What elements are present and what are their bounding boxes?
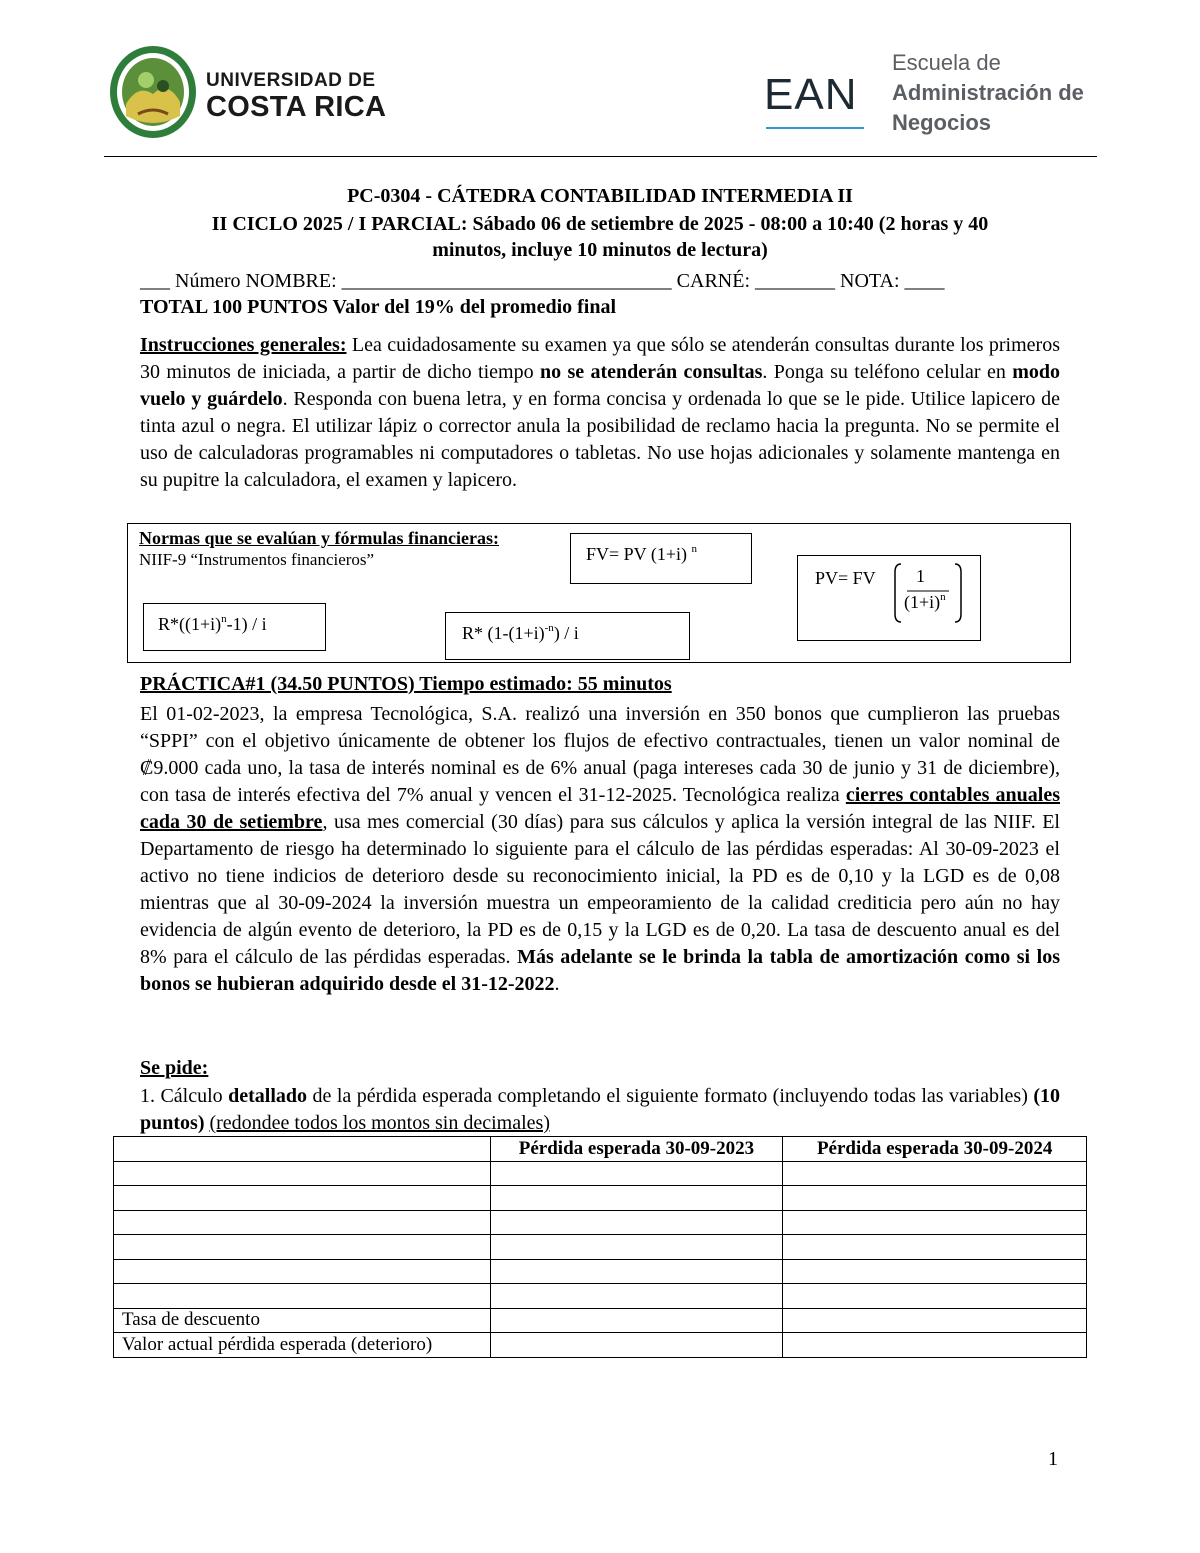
table-row <box>114 1210 1087 1235</box>
ean-school-name <box>892 48 1084 138</box>
table-cell[interactable] <box>783 1333 1087 1358</box>
table-cell[interactable] <box>490 1235 783 1260</box>
practice-text-3: . <box>554 973 560 995</box>
practice-text-2: , usa mes comercial (30 días) para sus cálculos y aplica la versión integral de las NIIF. El Departamento de riesgo ha determinado lo siguiente para el cálculo de las pérdidas esperadas: Al 30-09-2023 el activo no tiene indicios de deterioro desde su reconocimiento inicial, la PD es de 0,10 y la LGD es de 0,08 mientras que al 30-09-2024 la inversión muestra un empeoramiento de la calidad crediticia pero aún no hay evidencia de algún evento de deterioro, la PD es de 0,15 y la LGD es de 0,20. La tasa de descuento anual es del 8% para el cálculo de las pérdidas esperadas. <box>140 811 1060 968</box>
ucr-wordmark <box>206 70 386 122</box>
table-cell[interactable] <box>114 1284 491 1309</box>
pv-fraction-numerator: 1 <box>916 566 925 586</box>
table-header-row <box>114 1137 1087 1162</box>
table-cell[interactable] <box>490 1186 783 1211</box>
niif-standard: NIIF-9 “Instrumentos financieros” <box>139 550 375 569</box>
table-cell[interactable] <box>783 1235 1087 1260</box>
annuity-fv-exponent: n <box>221 613 227 625</box>
pv-denominator-base: (1+i) <box>904 592 941 612</box>
table-row <box>114 1284 1087 1309</box>
course-title: PC-0304 - CÁTEDRA CONTABILIDAD INTERMEDIA II <box>347 185 853 207</box>
table-row <box>114 1186 1087 1211</box>
formulas-box-title: Normas que se evalúan y fórmulas financieras: <box>139 528 499 548</box>
ucr-wordmark-line2: COSTA RICA <box>206 91 387 123</box>
table-cell[interactable] <box>783 1186 1087 1211</box>
ean-school-line1: Escuela de <box>892 50 1001 75</box>
exam-schedule-line2: minutos, incluye 10 minutos de lectura) <box>432 239 768 261</box>
table-cell[interactable] <box>783 1284 1087 1309</box>
question-1-rounding-note: (redondee todos los montos sin decimales) <box>209 1112 550 1134</box>
annuity-fv-part2: -1) / i <box>226 614 267 634</box>
ucr-wordmark-line1: UNIVERSIDAD DE <box>206 70 376 91</box>
question-1-b: detallado <box>228 1085 308 1107</box>
practice-bold-2: Más adelante se le brinda la tabla de amortización como si los bonos se hubieran adquirido desde el 31-12-2022 <box>140 946 1060 995</box>
fv-formula-exponent: n <box>691 543 697 555</box>
question-1-c: de la pérdida esperada completando el siguiente formato (incluyendo todas las variables) <box>307 1085 1034 1107</box>
table-cell[interactable] <box>114 1161 491 1186</box>
table-cell[interactable] <box>783 1259 1087 1284</box>
question-1 <box>140 1083 1060 1137</box>
table-cell[interactable] <box>783 1308 1087 1333</box>
practice-title: PRÁCTICA#1 (34.50 PUNTOS) Tiempo estimado: 55 minutos <box>140 673 672 695</box>
question-1-points: (10 puntos) <box>140 1085 1060 1134</box>
ean-logo: EAN <box>764 70 858 119</box>
table-row <box>114 1259 1087 1284</box>
table-row <box>114 1235 1087 1260</box>
ean-logo-underline <box>766 127 864 129</box>
practice-text-1: El 01-02-2023, la empresa Tecnológica, S.A. realizó una inversión en 350 bonos que cumplieron las pruebas “SPPI” con el objetivo únicamente de obtener los flujos de efectivo contractuales, tienen un valor nominal de ₡9.000 cada uno, la tasa de interés nominal es de 6% anual (paga intereses cada 30 de junio y 31 de diciembre), con tasa de interés efectiva del 7% anual y vencen el 31-12-2025. Tecnológica realiza <box>140 703 1060 806</box>
table-cell[interactable] <box>114 1259 491 1284</box>
annuity-pv-exponent: -n <box>544 622 554 634</box>
pv-fraction-denominator <box>904 592 946 613</box>
table-cell[interactable] <box>490 1308 783 1333</box>
annuity-fv-formula <box>158 614 267 635</box>
table-header-cell: Pérdida esperada 30-09-2023 <box>490 1137 783 1162</box>
table-cell[interactable] <box>490 1259 783 1284</box>
table-cell[interactable] <box>490 1333 783 1358</box>
table-cell[interactable] <box>783 1210 1087 1235</box>
expected-loss-table <box>113 1136 1087 1358</box>
practice-statement <box>140 701 1060 998</box>
table-cell[interactable] <box>114 1235 491 1260</box>
instructions-bold-2: modo vuelo y guárdelo <box>140 361 1060 410</box>
practice-bold-1: cierres contables anuales cada 30 de setiembre <box>140 784 1061 833</box>
instructions-bold-1: no se atenderán consultas <box>539 361 763 383</box>
header-divider <box>104 156 1097 157</box>
ean-school-line3: Negocios <box>892 110 992 135</box>
total-points-line: TOTAL 100 PUNTOS Valor del 19% del promedio final <box>140 296 617 318</box>
annuity-pv-part1: R* (1-(1+i) <box>462 623 545 643</box>
annuity-pv-formula <box>462 623 579 644</box>
row-label-present-value-loss: Valor actual pérdida esperada (deterioro) <box>114 1333 491 1358</box>
se-pide-heading: Se pide: <box>140 1057 209 1079</box>
table-row <box>114 1333 1087 1358</box>
ucr-seal-logo <box>108 44 198 140</box>
ean-school-line2: Administración de <box>892 80 1084 105</box>
table-cell[interactable] <box>114 1186 491 1211</box>
annuity-pv-part2: ) / i <box>553 623 579 643</box>
general-instructions <box>140 332 1060 494</box>
pv-denominator-exponent: n <box>940 591 946 603</box>
table-cell[interactable] <box>490 1210 783 1235</box>
table-row <box>114 1161 1087 1186</box>
instructions-text-2: . Ponga su teléfono celular en <box>762 361 1013 383</box>
table-header-cell: Pérdida esperada 30-09-2024 <box>783 1137 1087 1162</box>
page-number: 1 <box>1048 1448 1058 1470</box>
instructions-text-3: . Responda con buena letra, y en forma concisa y ordenada lo que se le pide. Utilice lapicero de tinta azul o negra. El utilizar lápiz o corrector anula la posibilidad de reclamo hacia la pregunta. No se permite el uso de calculadoras programables ni computadores o tabletas. No use hojas adicionales y solamente mantenga en su pupitre la calculadora, el examen y lapicero. <box>140 388 1061 491</box>
fv-formula <box>586 544 697 565</box>
student-info-line: ___ Número NOMBRE: _________________________________ CARNÉ: ________ NOTA: ____ <box>140 270 945 292</box>
table-cell[interactable] <box>490 1284 783 1309</box>
question-1-a: 1. Cálculo <box>140 1085 229 1107</box>
instructions-label: Instrucciones generales: <box>140 334 347 356</box>
row-label-discount-rate: Tasa de descuento <box>114 1308 491 1333</box>
table-row <box>114 1308 1087 1333</box>
instructions-text-1: Lea cuidadosamente su examen ya que sólo se atenderán consultas durante los primeros 30 minutos de iniciada, a partir de dicho tiempo <box>140 334 1060 383</box>
table-cell[interactable] <box>114 1210 491 1235</box>
table-cell[interactable] <box>783 1161 1087 1186</box>
annuity-fv-part1: R*((1+i) <box>158 614 222 634</box>
table-header-cell <box>114 1137 491 1162</box>
exam-schedule-line1: II CICLO 2025 / I PARCIAL: Sábado 06 de setiembre de 2025 - 08:00 a 10:40 (2 horas y 40 <box>211 213 989 235</box>
fv-formula-text: FV= PV (1+i) <box>586 544 687 564</box>
pv-formula: PV= FV <box>815 568 876 588</box>
table-cell[interactable] <box>490 1161 783 1186</box>
